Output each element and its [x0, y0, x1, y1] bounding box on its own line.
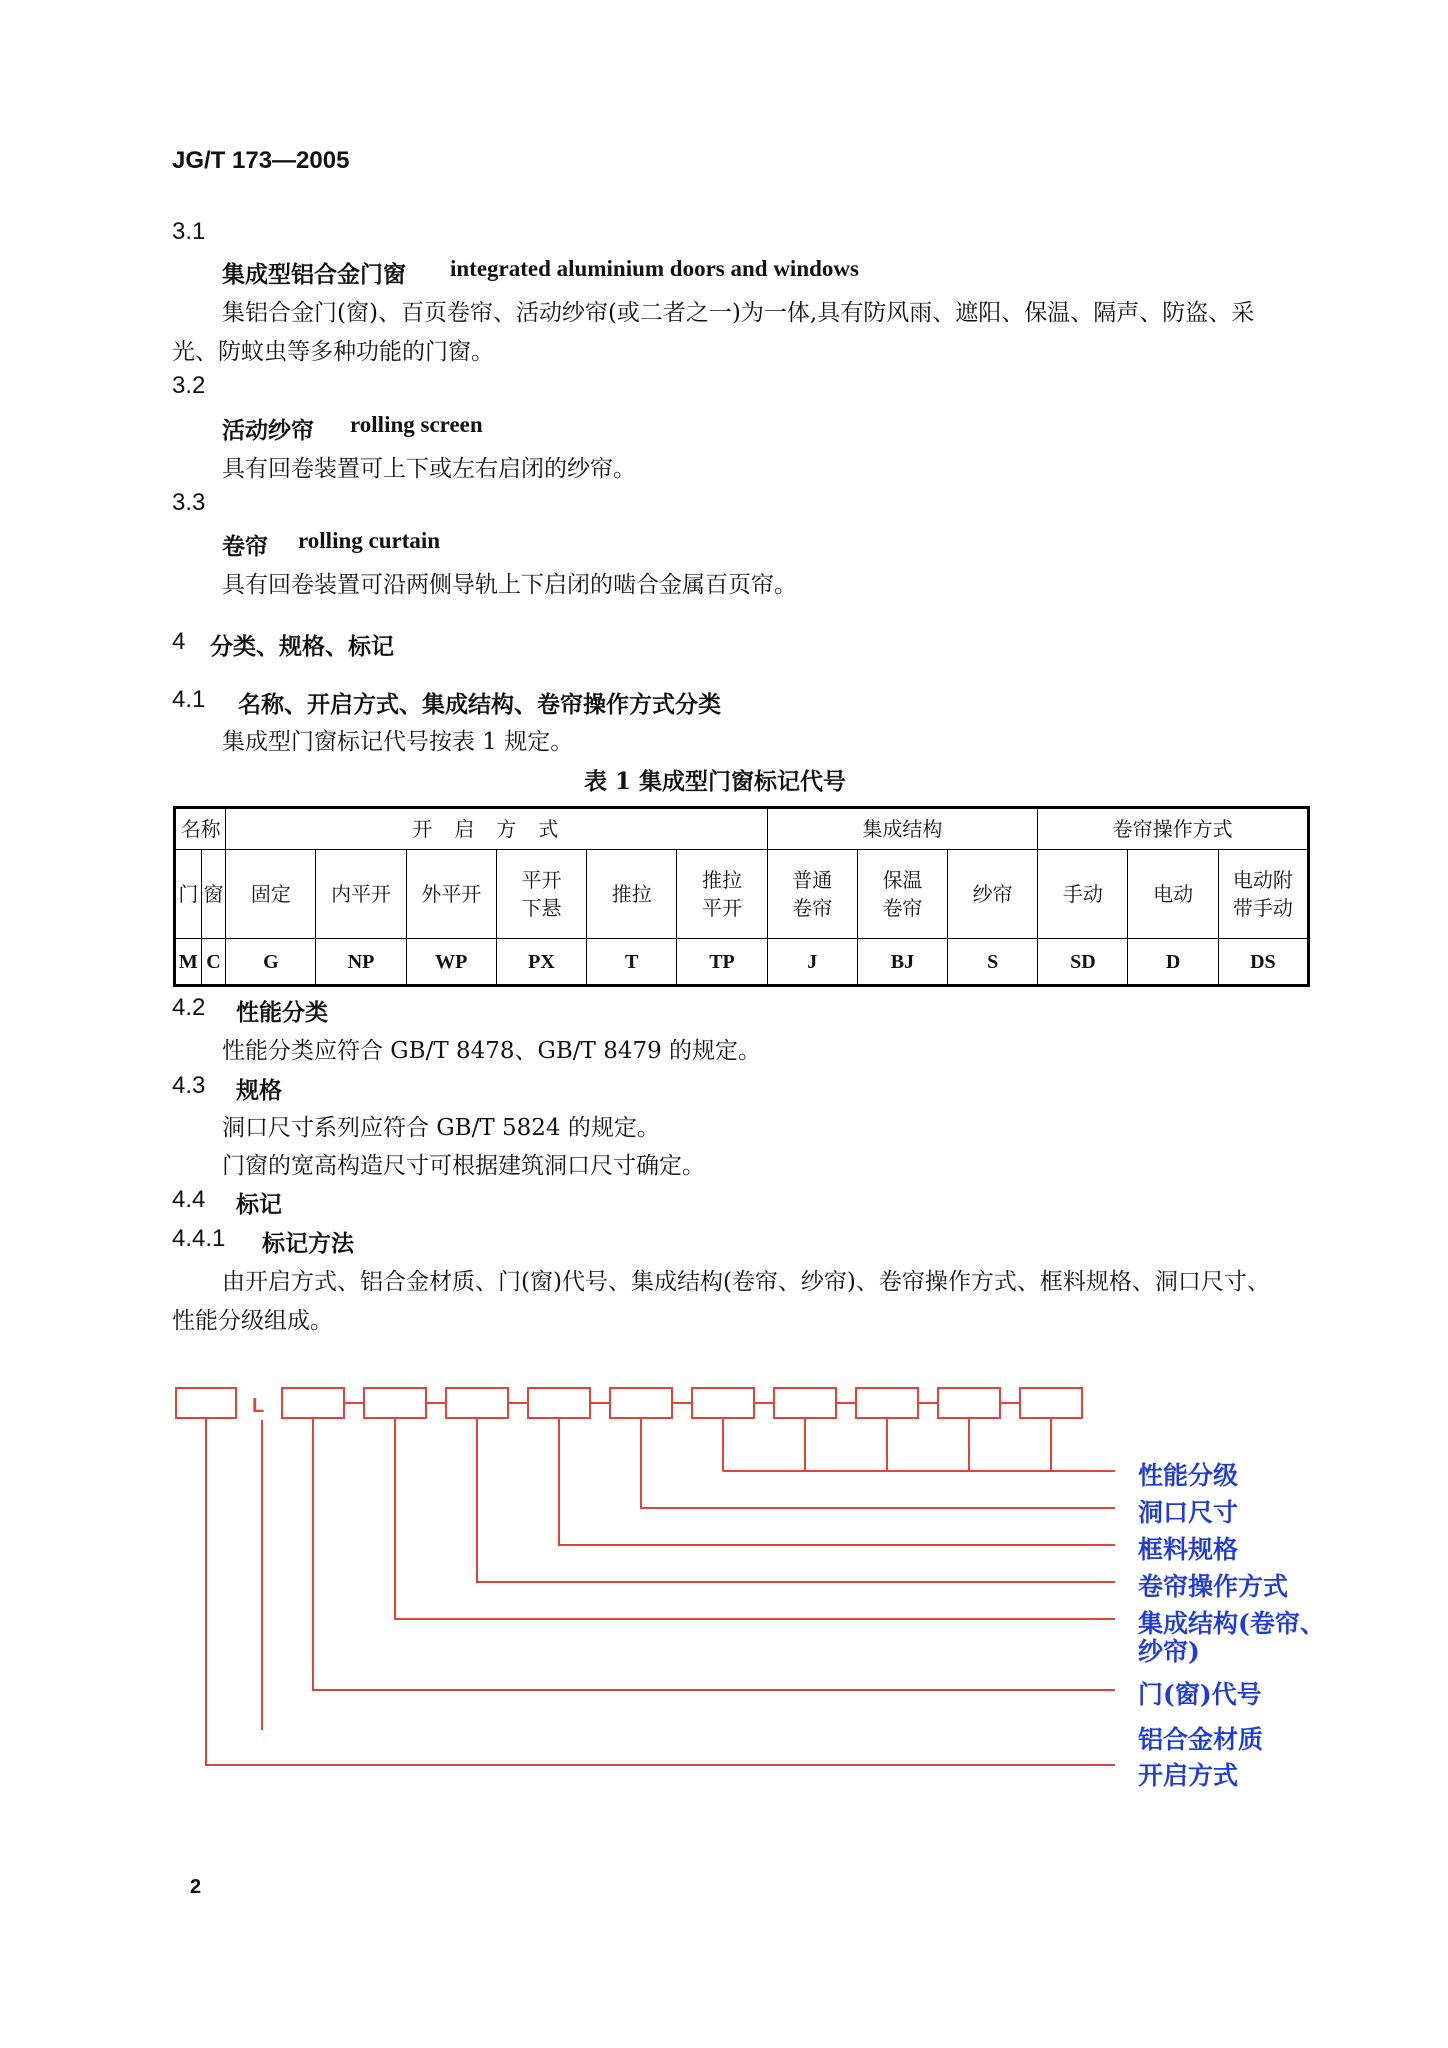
- table-code-cell: PX: [496, 939, 586, 986]
- code-box-structure: [364, 1388, 426, 1418]
- section-title: 标记方法: [262, 1230, 354, 1257]
- term-english: rolling curtain: [298, 528, 441, 553]
- table-code-cell: SD: [1038, 939, 1128, 986]
- label-performance: 性能分级: [1138, 1461, 1239, 1490]
- table-code-cell: S: [948, 939, 1038, 986]
- code-box-performance-3: [856, 1388, 918, 1418]
- table-caption: 表 1 集成型门窗标记代号: [584, 768, 847, 795]
- section-number: 4.3: [172, 1072, 206, 1099]
- table-subheader: 手动: [1038, 850, 1128, 939]
- label-frame-spec: 框料规格: [1138, 1535, 1239, 1564]
- term-english: integrated aluminium doors and windows: [450, 256, 859, 281]
- label-structure: 集成结构(卷帘、: [1138, 1609, 1325, 1638]
- standard-code: JG/T 173—2005: [172, 147, 350, 174]
- body-text: 性能分级组成。: [172, 1308, 333, 1334]
- section-title: 性能分类: [236, 999, 328, 1026]
- label-structure-cont: 纱帘): [1138, 1637, 1200, 1666]
- group-header-operation: 卷帘操作方式: [1038, 808, 1309, 850]
- table-subheader: 电动: [1128, 850, 1218, 939]
- code-box-opening: [176, 1388, 236, 1418]
- table-subheader: 外平开: [406, 850, 496, 939]
- body-text: 由开启方式、铝合金材质、门(窗)代号、集成结构(卷帘、纱帘)、卷帘操作方式、框料规格、洞口尺寸、: [222, 1269, 1270, 1295]
- label-door-window: 门(窗)代号: [1138, 1680, 1262, 1709]
- table-code-cell: DS: [1218, 939, 1308, 986]
- table-subheader: 推拉 平开: [677, 850, 767, 939]
- table-code-cell: J: [767, 939, 857, 986]
- definition-text: 具有回卷装置可上下或左右启闭的纱帘。: [222, 456, 636, 482]
- page-number: 2: [190, 1876, 202, 1898]
- label-material: 铝合金材质: [1138, 1725, 1264, 1754]
- table-subheader: 门: [175, 850, 202, 939]
- table-code-cell: M: [175, 939, 202, 986]
- code-box-opening-size: [610, 1388, 672, 1418]
- term-english: rolling screen: [350, 412, 483, 437]
- code-box-operation: [446, 1388, 508, 1418]
- section-title: 名称、开启方式、集成结构、卷帘操作方式分类: [238, 691, 721, 718]
- body-text: 门窗的宽高构造尺寸可根据建筑洞口尺寸确定。: [222, 1153, 705, 1179]
- code-box-performance-1: [692, 1388, 754, 1418]
- term-chinese: 卷帘: [222, 533, 268, 560]
- table-subheader: 内平开: [316, 850, 406, 939]
- table-subheader: 平开 下悬: [496, 850, 586, 939]
- label-opening-size: 洞口尺寸: [1138, 1498, 1239, 1527]
- section-title: 规格: [236, 1077, 282, 1104]
- section-number: 4.4: [172, 1186, 206, 1213]
- table-code-cell: WP: [406, 939, 496, 986]
- label-operation: 卷帘操作方式: [1138, 1572, 1289, 1601]
- body-text: 集成型门窗标记代号按表 1 规定。: [222, 729, 574, 755]
- code-box-performance-4: [938, 1388, 1000, 1418]
- code-box-performance-5: [1020, 1388, 1082, 1418]
- term-chinese: 活动纱帘: [222, 417, 314, 444]
- section-number: 3.3: [172, 489, 206, 516]
- section-number: 4: [172, 628, 186, 655]
- section-title: 分类、规格、标记: [210, 633, 394, 660]
- group-header-opening: 开启方式: [226, 808, 767, 850]
- table-subheader: 固定: [226, 850, 316, 939]
- definition-text: 集铝合金门(窗)、百页卷帘、活动纱帘(或二者之一)为一体,具有防风雨、遮阳、保温、隔声、防盗、采: [222, 300, 1255, 326]
- body-text: 性能分类应符合 GB/T 8478、GB/T 8479 的规定。: [222, 1038, 762, 1064]
- section-number: 4.2: [172, 994, 206, 1021]
- table-code-cell: C: [201, 939, 226, 986]
- table-code-cell: D: [1128, 939, 1218, 986]
- table-code-cell: TP: [677, 939, 767, 986]
- body-text: 洞口尺寸系列应符合 GB/T 5824 的规定。: [222, 1115, 660, 1141]
- code-box-performance-2: [774, 1388, 836, 1418]
- table-subheader: 保温 卷帘: [857, 850, 947, 939]
- group-header-name: 名称: [175, 808, 226, 850]
- table-code-cell: NP: [316, 939, 406, 986]
- table-subheader: 电动附 带手动: [1218, 850, 1308, 939]
- table-code-cell: T: [587, 939, 677, 986]
- table-code-cell: G: [226, 939, 316, 986]
- group-header-structure: 集成结构: [767, 808, 1038, 850]
- section-number: 3.2: [172, 372, 206, 399]
- table-code-cell: BJ: [857, 939, 947, 986]
- table-subheader: 普通 卷帘: [767, 850, 857, 939]
- definition-text: 具有回卷装置可沿两侧导轨上下启闭的啮合金属百页帘。: [222, 572, 797, 598]
- definition-text: 光、防蚊虫等多种功能的门窗。: [172, 339, 494, 365]
- section-number: 4.4.1: [172, 1225, 226, 1252]
- section-title: 标记: [236, 1191, 282, 1218]
- term-chinese: 集成型铝合金门窗: [222, 261, 406, 288]
- table-subheader: 推拉: [587, 850, 677, 939]
- table-subheader: 纱帘: [948, 850, 1038, 939]
- table-subheader: 窗: [201, 850, 226, 939]
- code-box-door-window: [282, 1388, 344, 1418]
- label-opening-mode: 开启方式: [1138, 1761, 1239, 1790]
- section-number: 4.1: [172, 686, 206, 713]
- section-number: 3.1: [172, 218, 206, 245]
- letter-l: L: [252, 1395, 265, 1417]
- code-box-frame: [528, 1388, 590, 1418]
